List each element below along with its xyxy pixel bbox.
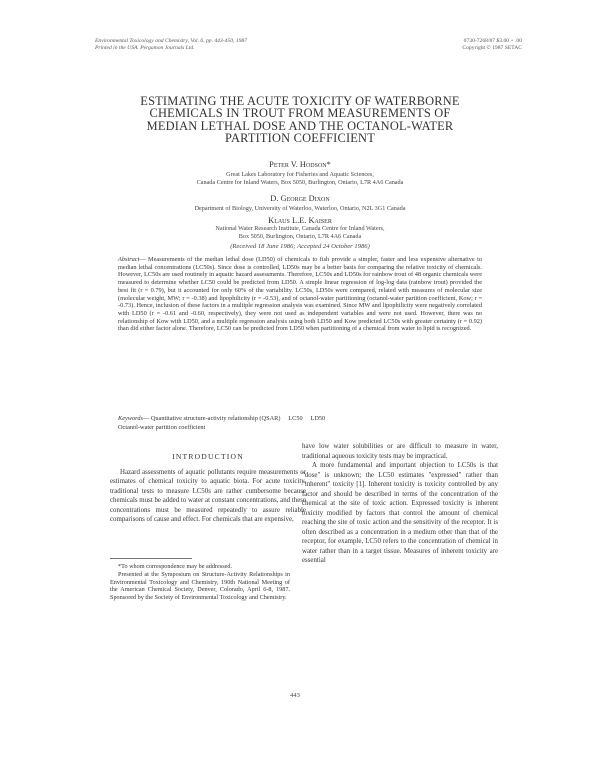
title-line-2: CHEMICALS IN TROUT FROM MEASUREMENTS OF bbox=[149, 106, 451, 121]
code-line-1: 0730-7268/87 $3.00 + .00 bbox=[463, 38, 522, 44]
paper-title bbox=[100, 95, 500, 145]
abstract bbox=[118, 256, 482, 333]
intro-right-paragraph-2: A more fundamental and important objection to LC50s is that "dose" is unknown; the LC50 estimates "expressed" rather than "inherent" toxicity [1]. Inherent toxicity is toxicity controlled by any factor and should be described in terms of the concentration of the chemical at the site of toxic action. Expressed toxicity is inherent toxicity modified by factors that control the amount of chemical reaching the site of toxic action and the sensitivity of the receptor. It is often described as a concentration in a medium other than that of the receptor, for example, LC50 refers to the concentration of chemical in water rather than in a target tissue. Measures of inherent toxicity are essential bbox=[302, 462, 498, 564]
author-1: Peter V. Hodson* bbox=[269, 160, 331, 169]
affiliation-3 bbox=[80, 225, 520, 241]
keywords bbox=[118, 414, 482, 432]
intro-left-paragraph: Hazard assessments of aquatic pollutants require measurements or estimates of chemical toxicity to aquatic biota. For acute toxicity, traditional tests to measure LC50s are rather cumbersome because chemicals must be added to water at constant concentrations, and these concentrations must be measured repeatedly to assure reliable comparisons of cause and effect. For chemicals that are expensive, bbox=[110, 468, 306, 523]
footnote-rule bbox=[110, 558, 192, 559]
author-2: D. George Dixon bbox=[270, 194, 330, 203]
title-line-4: PARTITION COEFFICIENT bbox=[225, 131, 375, 146]
title-line-1: ESTIMATING THE ACUTE TOXICITY OF WATERBORNE bbox=[140, 94, 460, 108]
abstract-text: — Measurements of the median lethal dose (LD50) of chemicals to fish provide a simpler, faster and less expensive alternative to median lethal concentrations (LC50s). Since dose is controlled, LD50s may be a better basis for comparing the relative toxicity of chemicals. However, LC50s are used routinely in aquatic hazard assessments. Therefore, LC50s and LD50s for rainbow trout of 48 organic chemicals were measured to determine whether LC50 could be predicted from LD50. A simple linear regression of log-log data (rainbow trout) provided the best fit (r = 0.79), but it accounted for only 60% of the variability. LC50s, LD50s were compared, related with measures of molecular size (molecular weight, MW; r = -0.38) and lipophilicity (r = -0.53), and of octanol-water partitioning (octanol-water partition coefficient, Kow; r = -0.73). Hence, inclusion of these factors in a multiple regression analysis was examined. Since MW and lipophilicity were negatively correlated with LD50 (r = -0.61 and -0.60, respectively), they were not used as independent variables and were not used. However, there was no relationship of Kow with LD50, and a multiple regression analysis using both LD50 and Kow predicted LC50s with greater certainty (r = 0.92) than did either factor alone. Therefore, LC50 can be predicted from LD50 when partitioning of a chemical from water to lipid is recognized. bbox=[118, 256, 482, 333]
intro-heading: INTRODUCTION bbox=[172, 452, 244, 461]
affiliation-2: Department of Biology, University of Waterloo, Waterloo, Ontario, N2L 3G1 Canada bbox=[194, 205, 406, 212]
affiliation-3-line-1: National Water Research Institute, Canada Centre for Inland Waters, bbox=[215, 225, 385, 232]
affiliation-1-line-2: Canada Centre for Inland Waters, Box 5050, Burlington, Ontario, L7R 4A6 Canada bbox=[196, 179, 404, 186]
affiliation-1 bbox=[80, 171, 520, 187]
page-number: 443 bbox=[290, 692, 300, 699]
journal-header bbox=[95, 38, 247, 52]
journal-line-2: Printed in the USA. Pergamon Journals Ltd. bbox=[95, 45, 195, 51]
title-line-3: MEDIAN LETHAL DOSE AND THE OCTANOL-WATER bbox=[146, 118, 454, 133]
left-column bbox=[110, 452, 306, 525]
footnote bbox=[110, 563, 290, 602]
keywords-text: — Quantitative structure-activity relationship (QSAR) LC50 LD50 bbox=[142, 415, 326, 422]
affiliation-3-line-2: Box 5050, Burlington, Ontario, L7R 4A6 Canada bbox=[238, 233, 362, 240]
right-column bbox=[302, 442, 498, 566]
footnote-presented: Presented at the Symposium on Structure-Activity Relationships in Environmental Toxicology and Chemistry, 190th National Meeting of the American Chemical Society, Denver, Colorado, April 6-8, 1987. Sponsored by the Society of Environmental Toxicology and Chemistry. bbox=[110, 570, 290, 602]
copyright-header bbox=[462, 38, 522, 52]
author-3: Klaus L.E. Kaiser bbox=[268, 216, 332, 225]
keywords-line-2: Octanol-water partition coefficient bbox=[118, 424, 206, 431]
intro-right-paragraph-1: have low water solubilities or are difficult to measure in water, traditional aqueous toxicity tests may be impractical. bbox=[302, 443, 498, 460]
code-line-2: Copyright © 1987 SETAC bbox=[462, 45, 522, 51]
journal-line-1: Environmental Toxicology and Chemistry, Vol. 6, pp. 443-450, 1987 bbox=[95, 38, 248, 44]
affiliation-1-line-1: Great Lakes Laboratory for Fisheries and Aquatic Sciences, bbox=[226, 171, 374, 178]
abstract-label: Abstract bbox=[118, 256, 140, 263]
received-dates: (Received 18 June 1986; Accepted 24 October 1986) bbox=[230, 243, 370, 250]
footnote-correspondence: *To whom correspondence may be addressed. bbox=[118, 563, 232, 570]
keywords-label: Keywords bbox=[118, 415, 143, 422]
